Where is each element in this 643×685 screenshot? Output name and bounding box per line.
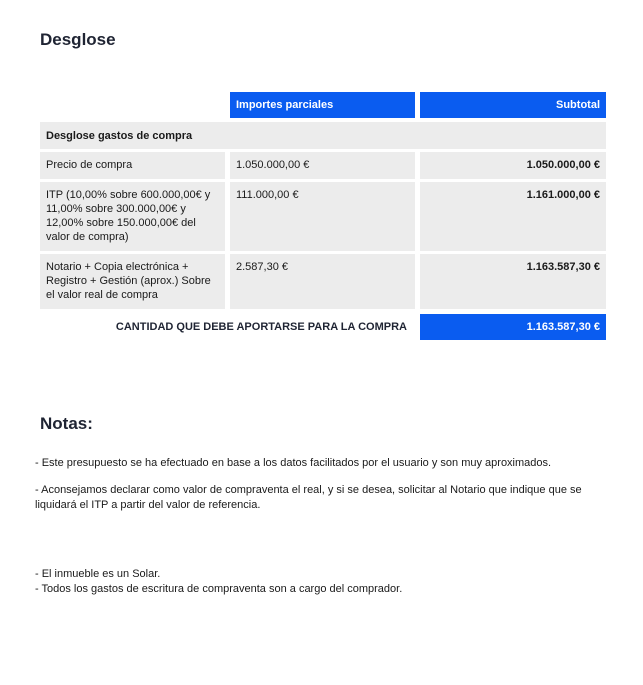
header-partial-amounts: Importes parciales — [230, 92, 415, 118]
note-item: - Este presupuesto se ha efectuado en base a los datos facilitados por el usuario y son muy aproximados. — [35, 457, 552, 469]
row-subtotal: 1.163.587,30 € — [420, 254, 606, 309]
row-partial: 111.000,00 € — [230, 182, 415, 251]
row-label: Precio de compra — [40, 152, 225, 179]
row-partial: 2.587,30 € — [230, 254, 415, 309]
notes-title: Notas: — [40, 414, 93, 433]
row-subtotal: 1.161.000,00 € — [420, 182, 606, 251]
header-subtotal: Subtotal — [420, 92, 606, 118]
note-item: - Todos los gastos de escritura de compraventa son a cargo del comprador. — [35, 583, 403, 595]
section-title: Desglose gastos de compra — [40, 122, 606, 149]
row-partial: 1.050.000,00 € — [230, 152, 415, 179]
total-label: CANTIDAD QUE DEBE APORTARSE PARA LA COMPRA — [115, 321, 407, 333]
row-label: ITP (10,00% sobre 600.000,00€ y 11,00% sobre 300.000,00€ y 12,00% sobre 150.000,00€ del valor de compra) — [40, 182, 225, 251]
page-title: Desglose — [40, 30, 116, 49]
total-value: 1.163.587,30 € — [420, 314, 606, 340]
note-item: - Aconsejamos declarar como valor de compraventa el real, y si se desea, solicitar al Notario que indique que se liquidará el ITP a partir del valor de referencia. — [35, 484, 582, 511]
row-label: Notario + Copia electrónica + Registro + Gestión (aprox.) Sobre el valor real de compra — [40, 254, 225, 309]
note-item: - El inmueble es un Solar. — [35, 568, 161, 580]
row-subtotal: 1.050.000,00 € — [420, 152, 606, 179]
